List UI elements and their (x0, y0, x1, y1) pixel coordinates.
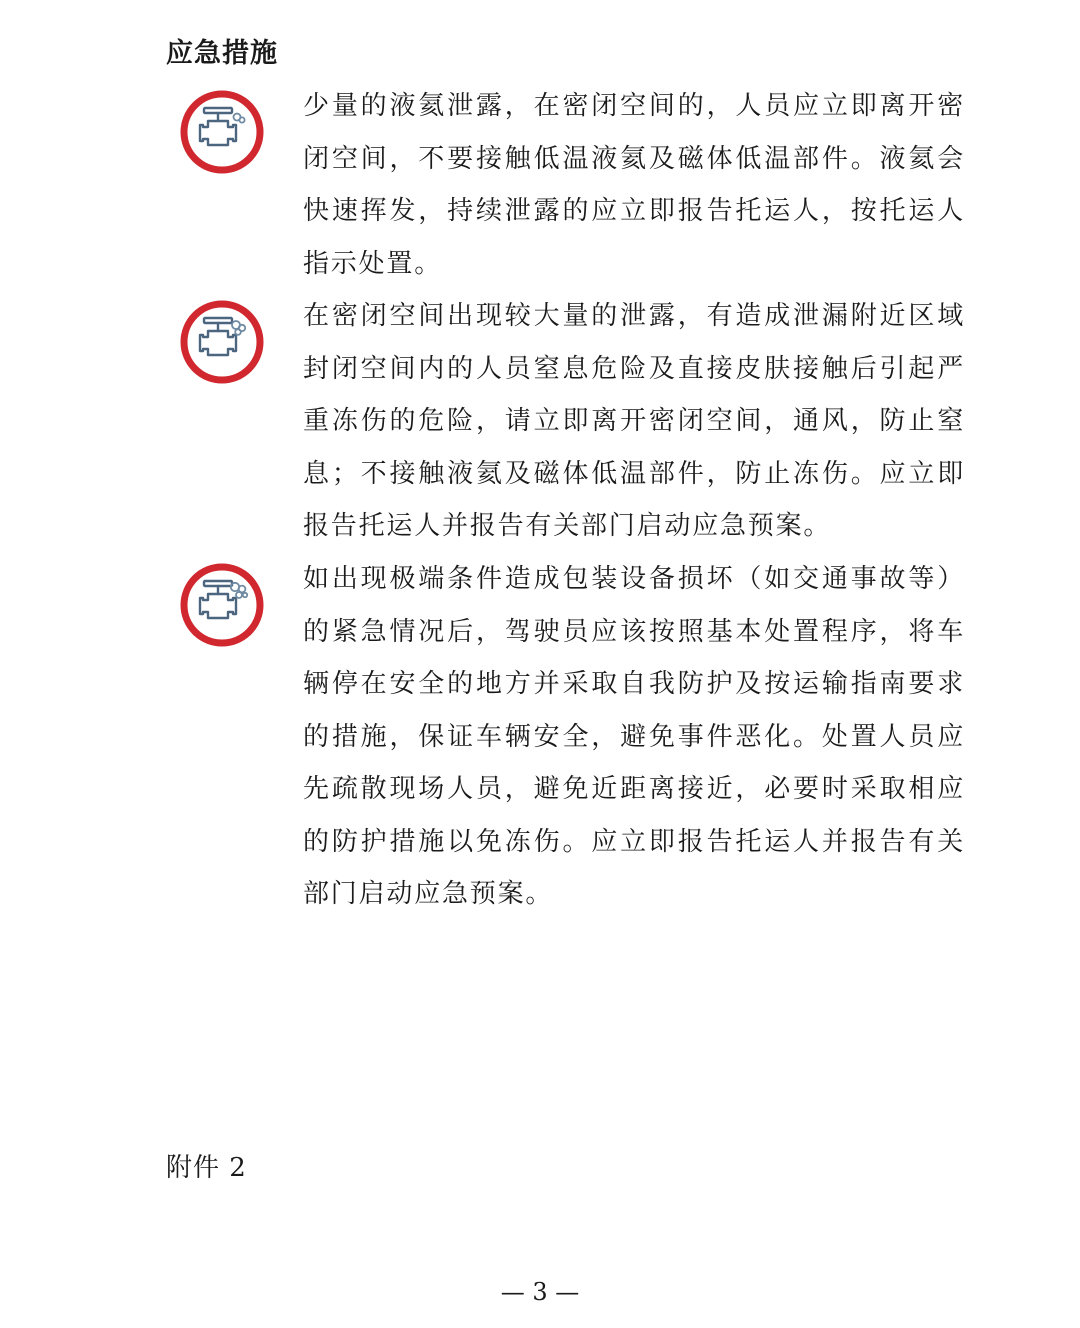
valve-leak-damage-icon (179, 562, 265, 648)
page-number: — 3 — (500, 1278, 580, 1306)
attachment-label: 附件 2 (166, 1153, 247, 1183)
section-heading: 应急措施 (166, 38, 278, 69)
valve-leak-small-icon (179, 89, 265, 175)
measure-text: 在密闭空间出现较大量的泄露，有造成泄漏附近区域封闭空间内的人员窒息危险及直接皮肤接触后引起严重冻伤的危险，请立即离开密闭空间，通风，防止窒息；不接触液氦及磁体低温部件，防止冻伤。应立即报告托运人并报告有关部门启动应急预案。 (303, 301, 965, 541)
measure-text: 少量的液氦泄露，在密闭空间的，人员应立即离开密闭空间，不要接触低温液氦及磁体低温部件。液氦会快速挥发，持续泄露的应立即报告托运人，按托运人指示处置。 (303, 91, 965, 279)
valve-leak-large-icon (179, 299, 265, 385)
measure-text: 如出现极端条件造成包装设备损坏（如交通事故等）的紧急情况后，驾驶员应该按照基本处置程序，将车辆停在安全的地方并采取自我防护及按运输指南要求的措施，保证车辆安全，避免事件恶化。处置人员应先疏散现场人员，避免近距离接近，必要时采取相应的防护措施以免冻伤。应立即报告托运人并报告有关部门启动应急预案。 (303, 564, 965, 909)
